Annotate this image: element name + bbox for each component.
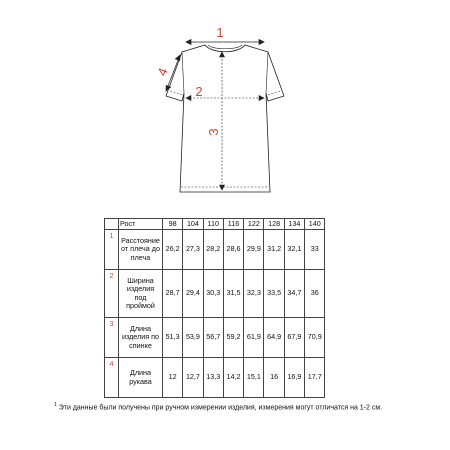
row-number: 3 bbox=[105, 318, 119, 358]
table-cell: 51,3 bbox=[163, 318, 183, 358]
table-cell: 67,9 bbox=[284, 318, 304, 358]
table-cell: 32,1 bbox=[284, 230, 304, 270]
table-cell: 28,2 bbox=[203, 230, 223, 270]
table-cell: 59,2 bbox=[223, 318, 243, 358]
marker-length: 3 bbox=[206, 128, 221, 136]
size-header: 128 bbox=[264, 219, 284, 230]
table-cell: 12,7 bbox=[183, 358, 203, 398]
footnote-text: Эти данные были получены при ручном измерении изделия, измерения могут отличатся на 1-2 см. bbox=[58, 404, 383, 412]
table-cell: 29,4 bbox=[183, 270, 203, 318]
table-cell: 12 bbox=[163, 358, 183, 398]
table-cell: 36 bbox=[305, 270, 325, 318]
row-number: 1 bbox=[105, 230, 119, 270]
table-cell: 28,7 bbox=[163, 270, 183, 318]
size-header: 110 bbox=[203, 219, 223, 230]
left-sleeve-seam bbox=[182, 52, 184, 93]
table-row bbox=[105, 318, 325, 358]
size-table bbox=[104, 218, 325, 398]
table-cell: 31,2 bbox=[264, 230, 284, 270]
garment-diagram bbox=[0, 0, 450, 210]
table-cell: 27,3 bbox=[183, 230, 203, 270]
table-corner-cell bbox=[105, 219, 119, 230]
row-label: Ширина изделия под проймой bbox=[119, 270, 163, 318]
table-cell: 31,5 bbox=[223, 270, 243, 318]
table-cell: 17,7 bbox=[305, 358, 325, 398]
measure-shoulder-arrow bbox=[186, 40, 264, 45]
table-row bbox=[105, 270, 325, 318]
table-cell: 70,9 bbox=[305, 318, 325, 358]
table-cell: 53,9 bbox=[183, 318, 203, 358]
table-cell: 61,9 bbox=[244, 318, 264, 358]
height-label: Рост bbox=[119, 219, 163, 230]
row-label: Расстояние от плеча до плеча bbox=[119, 230, 163, 270]
table-cell: 16 bbox=[264, 358, 284, 398]
size-header: 134 bbox=[284, 219, 304, 230]
table-cell: 14,2 bbox=[223, 358, 243, 398]
footnote-mark: 1 bbox=[54, 402, 57, 408]
table-cell: 28,6 bbox=[223, 230, 243, 270]
table-cell: 26,2 bbox=[163, 230, 183, 270]
table-row bbox=[105, 230, 325, 270]
table-cell: 64,9 bbox=[264, 318, 284, 358]
left-sleeve-hem bbox=[170, 91, 183, 95]
table-row bbox=[105, 358, 325, 398]
table-cell: 13,3 bbox=[203, 358, 223, 398]
size-header: 104 bbox=[183, 219, 203, 230]
table-header-row bbox=[105, 219, 325, 230]
right-sleeve-seam bbox=[266, 52, 268, 93]
measure-length-arrow bbox=[220, 52, 225, 190]
table-cell: 32,3 bbox=[244, 270, 264, 318]
size-header: 98 bbox=[163, 219, 183, 230]
marker-shoulder: 1 bbox=[216, 25, 224, 40]
table-cell: 30,3 bbox=[203, 270, 223, 318]
marker-sleeve: 4 bbox=[154, 65, 171, 78]
row-label: Длина изделия по спинке bbox=[119, 318, 163, 358]
dress-outline bbox=[166, 45, 284, 192]
size-header: 140 bbox=[305, 219, 325, 230]
row-label: Длина рукава bbox=[119, 358, 163, 398]
right-sleeve-hem bbox=[267, 91, 280, 95]
neckline bbox=[208, 45, 242, 49]
row-number: 2 bbox=[105, 270, 119, 318]
size-header: 116 bbox=[223, 219, 243, 230]
footnote bbox=[54, 402, 382, 411]
row-number: 4 bbox=[105, 358, 119, 398]
size-header: 122 bbox=[244, 219, 264, 230]
marker-width: 2 bbox=[195, 84, 203, 99]
table-cell: 34,7 bbox=[284, 270, 304, 318]
table-cell: 29,9 bbox=[244, 230, 264, 270]
table-cell: 56,7 bbox=[203, 318, 223, 358]
table-cell: 16,9 bbox=[284, 358, 304, 398]
table-cell: 33 bbox=[305, 230, 325, 270]
table-cell: 33,5 bbox=[264, 270, 284, 318]
table-cell: 15,1 bbox=[244, 358, 264, 398]
